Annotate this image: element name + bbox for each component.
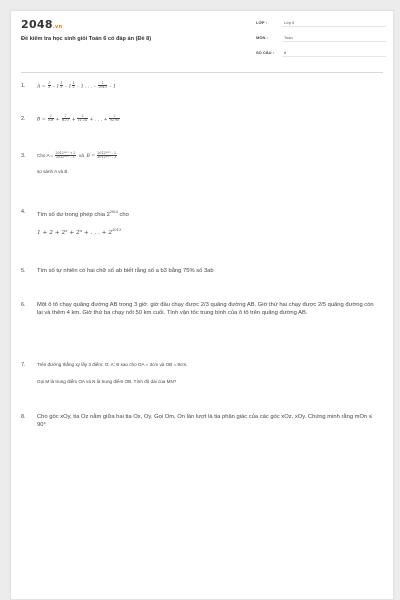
question-7-text-2: Gọi M là trung điểm OA và N là trung điểm OB. Tính độ dài của MN? — [37, 379, 177, 385]
document-page: 2048.vn Đề kiểm tra học sinh giỏi Toán 6 có đáp án (Đề 8) LỚP : Lớp 6 MÔN : Toán SỐ CÂU : 8 1. A = $\frac{1}{3}$ – 1 $\frac{1}{2}$ – 1 $\frac{1}{2}$ – 1 . . . – $\frac{1}{2013}$ – 1 2. B = $\frac{2}{5.8}$ + $\frac{2}{8.11}$ + $\frac{2}{11.14}$ + . . . + $\frac{2}{92.95}$ 3. Cho A = $\frac{\text{2012²⁰¹³ + 2}}{\text{2012²⁰¹³ – 1}}$ và B = $\frac{\text{2012²⁰¹³ – 2}}{\text{2012²⁰¹³ – 3}}$ so sánh A và B 4. Tìm số dư trong phép chia $2^{2014}$ cho 1 + 2 + 2² + 2³ + . . . + $2^{2013}$ 5. Tìm số tự nhiên có hai chữ số ab biết rằng số a b3 bằng 75% số 3ab 6. Một ô tô chạy quãng đường AB trong 3 giờ. giờ đầu chạy được 2/3 quãng đường AB. Giờ thứ hai chạy được 2/5 quãng đường còn lại và thêm 4 km. Giờ thứ ba chạy nốt 50 km cuối. Tính vận tốc trung bình của ô tô trên quãng đường AB. 7. Trên đường thẳng xy lấy 3 điểm: O; A; B sao cho OA = 3cm và OB = 9cm. Gọi M là trung điểm OA và N là trung điểm OB. Tính độ dài của MN? 8. Cho góc xOy, tia Oz nằm giữa hai tia Ox, Oy. Gọi Om, On lần lượt là tia phân giác của các góc xOz, xOy. Chứng minh rằng mOn ≤ 90° — [10, 10, 394, 600]
question-3: 3. Cho A = $\frac{\text{2012²⁰¹³ + 2}}{\text{2012²⁰¹³ – 1}}$ và B = $\frac{\text{2012²⁰¹³ – 2}}{\text{2012²⁰¹³ – 3}}$ so sánh A và B — [21, 152, 379, 176]
page-title: Đề kiểm tra học sinh giỏi Toán 6 có đáp án (Đề 8) — [21, 36, 152, 42]
question-3-formula: Cho A = $\frac{\text{2012²⁰¹³ + 2}}{\text{2012²⁰¹³ – 1}}$ và B = $\frac{\text{2012²⁰¹³ – 2}}{\text{2012²⁰¹³ – 3}}$ — [37, 151, 117, 160]
question-7: 7. Trên đường thẳng xy lấy 3 điểm: O; A; B sao cho OA = 3cm và OB = 9cm. Gọi M là trung điểm OA và N là trung điểm OB. Tính độ dài của MN? — [21, 361, 379, 387]
question-5-text: Tìm số tự nhiên có hai chữ số ab biết rằng số a b3 bằng 75% số 3ab — [37, 268, 214, 274]
question-4: 4. Tìm số dư trong phép chia $2^{2014}$ cho 1 + 2 + 2² + 2³ + . . . + $2^{2013}$ — [21, 208, 379, 238]
question-2: 2. B = $\frac{2}{5.8}$ + $\frac{2}{8.11}$ + $\frac{2}{11.14}$ + . . . + $\frac{2}{92.95}$ — [21, 115, 379, 125]
question-7-text-1: Trên đường thẳng xy lấy 3 điểm: O; A; B sao cho OA = 3cm và OB = 9cm. — [37, 362, 188, 367]
question-4-text: Tìm số dư trong phép chia $2^{2014}$ cho — [37, 210, 129, 218]
question-6-text: Một ô tô chạy quãng đường AB trong 3 giờ. giờ đầu chạy được 2/3 quãng đường AB. Giờ thứ hai chạy được 2/5 quãng đường còn lại và thêm 4 km. Giờ thứ ba chạy nốt 50 km cuối. Tính vận tốc trung bình của ô tô trên quãng đường AB. — [37, 302, 374, 317]
question-1-formula: A = $\frac{1}{3}$ – 1 $\frac{1}{2}$ – 1 $\frac{1}{2}$ – 1 . . . – $\frac{1}{2013}$ – 1 — [37, 81, 116, 90]
question-2-formula: B = $\frac{2}{5.8}$ + $\frac{2}{8.11}$ + $\frac{2}{11.14}$ + . . . + $\frac{2}{92.95}$ — [37, 114, 120, 123]
question-1: 1. A = $\frac{1}{3}$ – 1 $\frac{1}{2}$ – 1 $\frac{1}{2}$ – 1 . . . – $\frac{1}{2013}$ – 1 — [21, 82, 379, 92]
question-5: 5. Tìm số tự nhiên có hai chữ số ab biết rằng số a b3 bằng 75% số 3ab — [21, 267, 379, 275]
header-divider — [21, 72, 383, 73]
question-8: 8. Cho góc xOy, tia Oz nằm giữa hai tia Ox, Oy. Gọi Om, On lần lượt là tia phân giác của các góc xOz, xOy. Chứng minh rằng mOn ≤ 90° — [21, 413, 379, 430]
question-3-text: so sánh A và B — [37, 168, 68, 174]
question-4-formula: 1 + 2 + 2² + 2³ + . . . + $2^{2013}$ — [37, 228, 122, 237]
question-8-text: Cho góc xOy, tia Oz nằm giữa hai tia Ox, Oy. Gọi Om, On lần lượt là tia phân giác của các góc xOz, xOy. Chứng minh rằng mOn ≤ 90° — [37, 414, 373, 429]
site-logo[interactable]: 2048.vn — [21, 18, 63, 31]
question-6: 6. Một ô tô chạy quãng đường AB trong 3 giờ. giờ đầu chạy được 2/3 quãng đường AB. Giờ thứ hai chạy được 2/5 quãng đường còn lại và thêm 4 km. Giờ thứ ba chạy nốt 50 km cuối. Tính vận tốc trung bình của ô tô trên quãng đường AB. — [21, 301, 379, 318]
